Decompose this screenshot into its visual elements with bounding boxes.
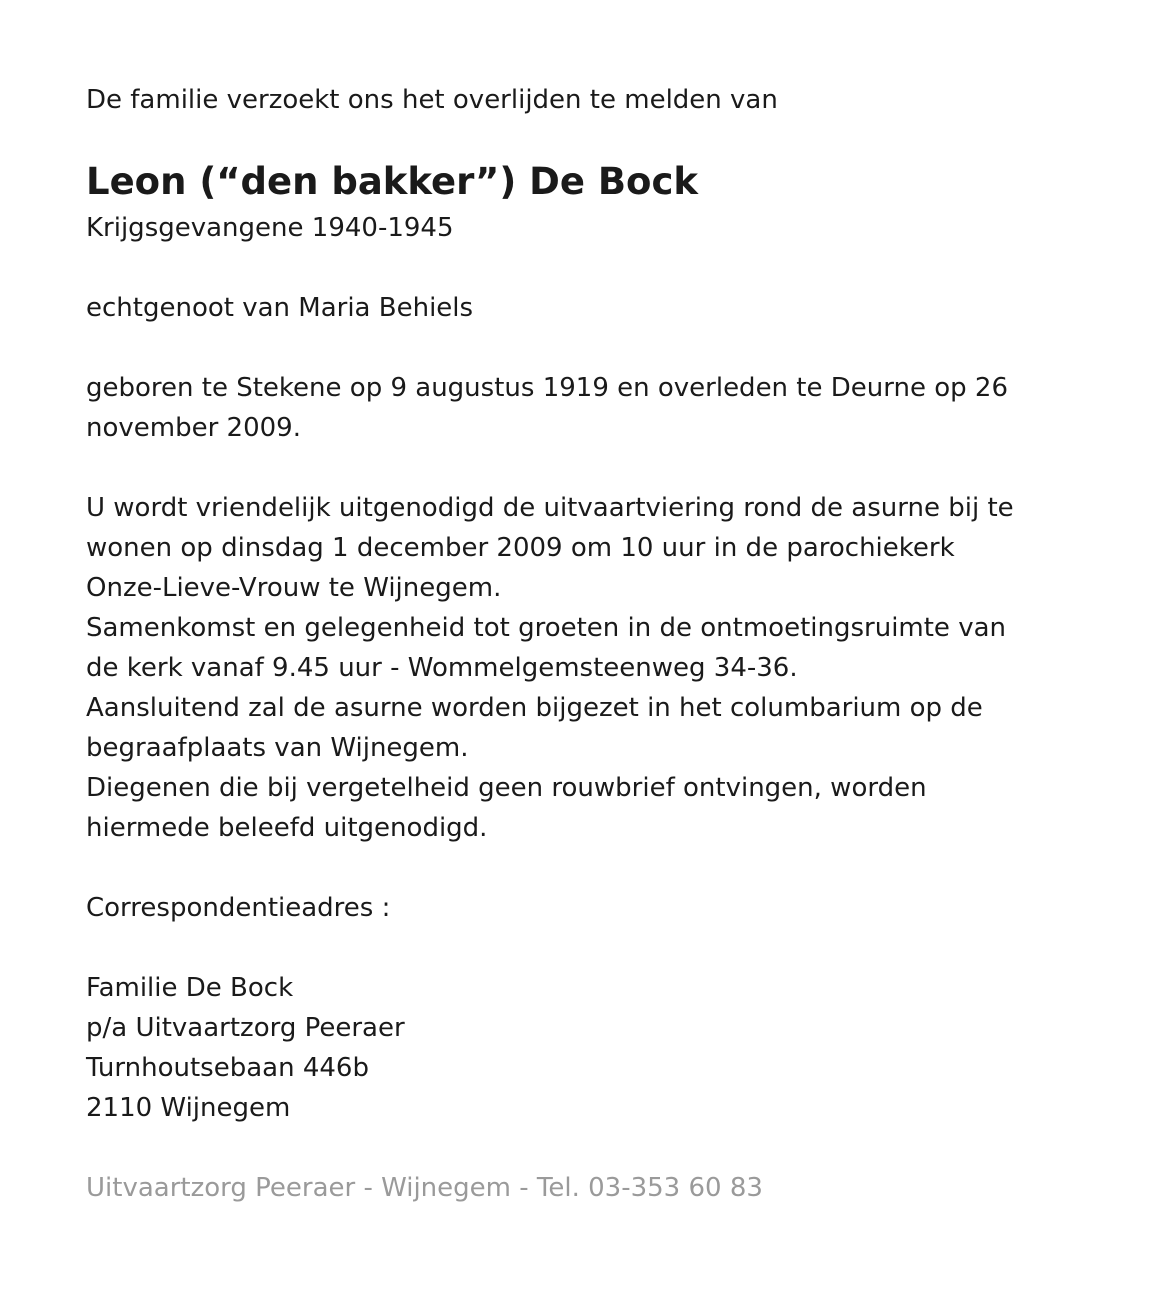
ceremony-line: U wordt vriendelijk uitgenodigd de uitvaartviering rond de asurne bij te (86, 493, 1014, 523)
address-line: p/a Uitvaartzorg Peeraer (86, 1013, 405, 1043)
address-line: 2110 Wijnegem (86, 1093, 291, 1123)
ceremony-line: Aansluitend zal de asurne worden bijgezet in het columbarium op de (86, 693, 983, 723)
birth-death-paragraph (86, 368, 1066, 448)
ceremony-paragraph (86, 488, 1066, 848)
intro-text: De familie verzoekt ons het overlijden te melden van (86, 85, 778, 115)
ceremony-line: Diegenen die bij vergetelheid geen rouwbrief ontvingen, worden (86, 773, 927, 803)
birth-death-line: geboren te Stekene op 9 augustus 1919 en overleden te Deurne op 26 (86, 373, 1008, 403)
address-block (86, 968, 1066, 1128)
ceremony-line: wonen op dinsdag 1 december 2009 om 10 uur in de parochiekerk (86, 533, 955, 563)
spouse-text: echtgenoot van Maria Behiels (86, 293, 474, 323)
deceased-name: Leon (“den bakker”) De Bock (86, 160, 698, 203)
birth-death-line: november 2009. (86, 413, 301, 443)
deceased-subtitle: Krijgsgevangene 1940-1945 (86, 213, 454, 243)
correspondence-label: Correspondentieadres : (86, 893, 391, 923)
ceremony-line: Onze-Lieve-Vrouw te Wijnegem. (86, 573, 502, 603)
obituary-notice (86, 80, 1066, 1208)
ceremony-line: hiermede beleefd uitgenodigd. (86, 813, 488, 843)
ceremony-line: begraafplaats van Wijnegem. (86, 733, 469, 763)
address-line: Turnhoutsebaan 446b (86, 1053, 369, 1083)
ceremony-line: Samenkomst en gelegenheid tot groeten in de ontmoetingsruimte van (86, 613, 1006, 643)
address-line: Familie De Bock (86, 973, 294, 1003)
ceremony-line: de kerk vanaf 9.45 uur - Wommelgemsteenweg 34-36. (86, 653, 798, 683)
funeral-home-footer: Uitvaartzorg Peeraer - Wijnegem - Tel. 03-353 60 83 (86, 1173, 763, 1203)
